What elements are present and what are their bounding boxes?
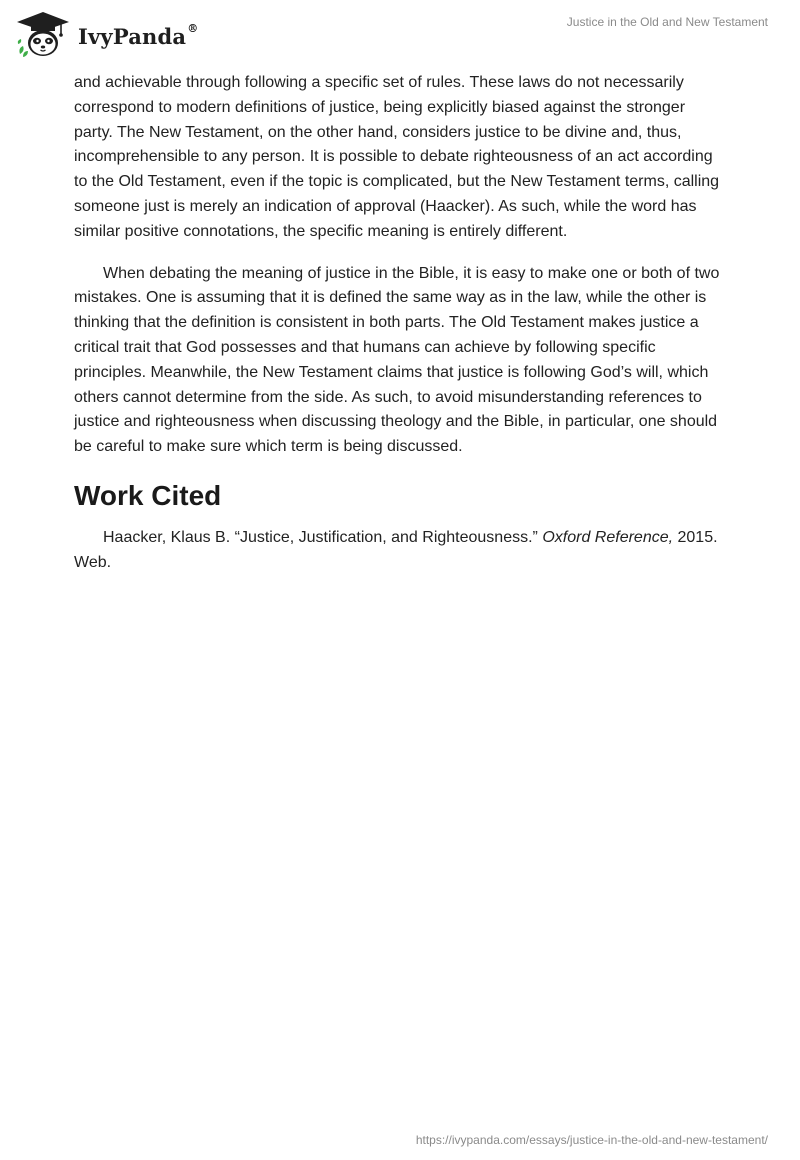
citation-date: 2015. Web. [74,528,718,571]
paragraph-continued: and achievable through following a specific set of rules. These laws do not necessarily correspond to modern definitions of justice, being explicitly biased against the stronger party. The New Testament, on the other hand, considers justice to be divine and, thus, incomprehensible to any person. It is possible to debate righteousness of an act according to the Old Testament, even if the topic is complicated, but the New Testament terms, calling someone just is merely an indication of approval (Haacker). As such, while the word has similar positive connotations, the specific meaning is entirely different. [74,74,720,240]
brand-name: IvyPanda® [78,21,199,49]
page-header [0,0,800,70]
source-url[interactable]: https://ivypanda.com/essays/justice-in-the-old-and-new-testament/ [415,1133,768,1147]
panda-graduate-icon [14,10,72,58]
citation-source: Oxford Reference, [542,528,674,546]
paragraph-conclusion: When debating the meaning of justice in the Bible, it is easy to make one or both of two mistakes. One is assuming that it is defined the same way as in the law, while the other is thinking that the definition is consistent in both parts. The Old Testament makes justice a critical trait that God possesses and that humans can achieve by following specific principles. Meanwhile, the New Testament claims that justice is following God’s will, which others cannot determine from the side. As such, to avoid misunderstanding references to justice and righteousness when discussing theology and the Bible, in particular, one should be careful to make sure which term is being discussed. [74,264,720,456]
document-title: Justice in the Old and New Testament [566,15,768,29]
works-cited-heading: Work Cited [74,479,222,511]
essay-content [74,71,726,593]
citation-entry [74,526,726,576]
citation-text: Haacker, Klaus B. “Justice, Justification, and Righteousness.” [103,528,543,546]
ivypanda-logo[interactable] [14,8,198,60]
